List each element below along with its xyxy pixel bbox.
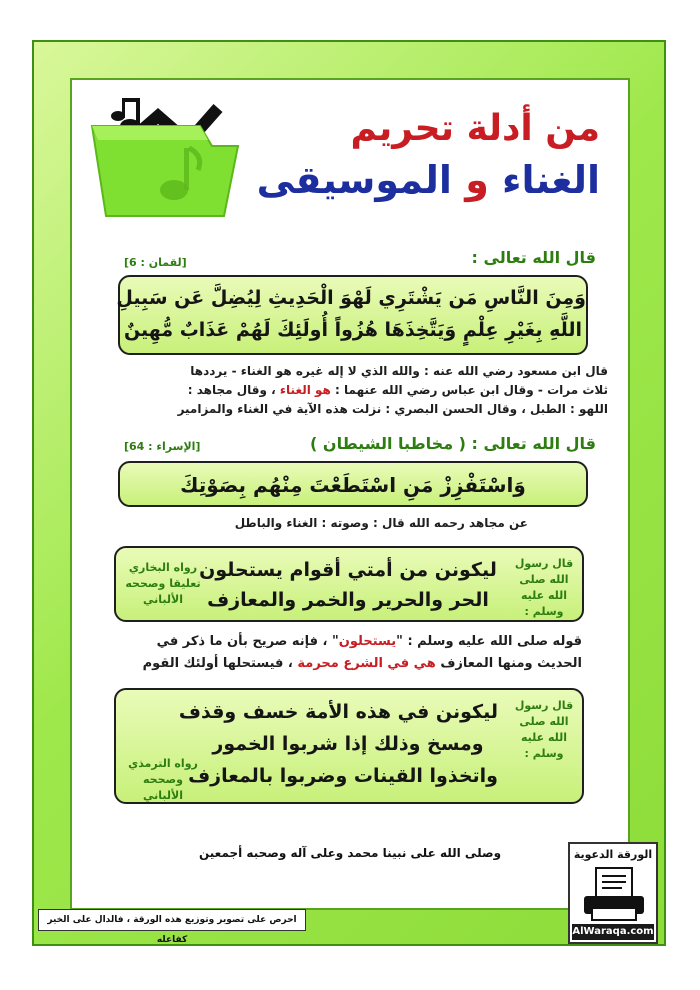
section2-reference: [الإسراء : 64] — [124, 440, 201, 453]
commentary3-line2-b: ، فيستحلها أولئك القوم — [142, 656, 293, 671]
section1-heading: قال الله تعالى : — [471, 248, 596, 267]
brand-name: الورقة الدعوية — [573, 848, 653, 861]
hadith2-source: رواه الترمذي وصححه الألباني — [128, 757, 198, 802]
printer-icon — [582, 866, 646, 922]
commentary1-line2-highlight: هو الغناء — [279, 383, 331, 397]
commentary2: عن مجاهد رحمه الله قال : وصوته : الغناء والباطل — [234, 516, 528, 530]
commentary1-line2 — [188, 381, 608, 399]
hadith1-source: رواه البخاري تعليقا وصححه الألباني — [125, 561, 201, 606]
commentary3-line1-a: قوله صلى الله عليه وسلم : " — [396, 634, 582, 649]
subtitle-music: الموسيقى — [256, 158, 452, 202]
hadith2-line3: واتخذوا القينات وضربوا بالمعازف — [188, 765, 498, 787]
verse-box-1 — [118, 275, 588, 355]
brand-site: AlWaraqa.com — [572, 924, 654, 940]
commentary3-line1 — [157, 632, 582, 652]
commentary1-line2-b: ، وقال مجاهد : — [187, 383, 276, 397]
hadith1-line1: ليكونن من أمتي أقوام يستحلون — [199, 559, 497, 581]
verse1-line2: اللَّهِ بِغَيْرِ عِلْمٍ وَيَتَّخِذَهَا هُزُواً أُولَئِكَ لَهُمْ عَذَابٌ مُّهِينٌ — [123, 319, 583, 341]
brand-logo[interactable] — [568, 842, 658, 944]
hadith2-speaker: قال رسول الله صلى الله عليه وسلم : — [514, 699, 574, 760]
page-title: من أدلة تحريم — [350, 108, 600, 149]
commentary1-line2-a: ثلاث مرات - وقال ابن عباس رضي الله عنهما : — [335, 383, 608, 397]
hadith1-speaker: قال رسول الله صلى الله عليه وسلم : — [514, 557, 574, 618]
commentary3-line2-highlight: هي في الشرع محرمة — [297, 656, 436, 671]
hadith-box-2 — [114, 688, 584, 804]
verse-box-2 — [118, 461, 588, 507]
hadith2-line1: ليكونن في هذه الأمة خسف وقذف — [178, 701, 498, 723]
music-folder-icon — [88, 86, 244, 220]
verse1-line1: وَمِنَ النَّاسِ مَن يَشْتَرِي لَهْوَ الْحَدِيثِ لِيُضِلَّ عَن سَبِيلِ — [116, 287, 586, 309]
commentary3-line1-b: " ، فإنه صريح بأن ما ذكر في — [156, 634, 339, 649]
hadith1-line2: الحر والحرير والخمر والمعازف — [207, 589, 489, 611]
commentary3-line2-a: الحديث ومنها المعازف — [440, 656, 582, 671]
closing-prayer: وصلى الله على نبينا محمد وعلى آله وصحبه أجمعين — [198, 846, 502, 860]
hadith2-line2: ومسخ وذلك إذا شربوا الخمور — [212, 733, 484, 755]
section2-heading: قال الله تعالى : ( مخاطبا الشيطان ) — [310, 434, 596, 453]
commentary1-line3: اللهو : الطبل ، وقال الحسن البصري : نزلت هذه الآية في الغناء والمزامير — [177, 402, 608, 416]
commentary3-line2 — [143, 654, 582, 674]
hadith-box-1 — [114, 546, 584, 622]
subtitle-singing: الغناء — [502, 158, 600, 202]
verse2: وَاسْتَفْزِزْ مَنِ اسْتَطَعْتَ مِنْهُم بِصَوْتِكَ — [180, 473, 526, 497]
footer-note: احرص على تصوير وتوزيع هذه الورقة ، فالدال على الخير كفاعله — [38, 909, 306, 931]
commentary3-line1-highlight: يستحلون — [338, 634, 397, 649]
page-subtitle — [257, 158, 600, 202]
subtitle-conjunction: و — [465, 158, 489, 202]
section1-reference: [لقمان : 6] — [124, 256, 187, 269]
commentary1-line1: قال ابن مسعود رضي الله عنه : والله الذي لا إله غيره هو الغناء - يرددها — [190, 364, 608, 378]
